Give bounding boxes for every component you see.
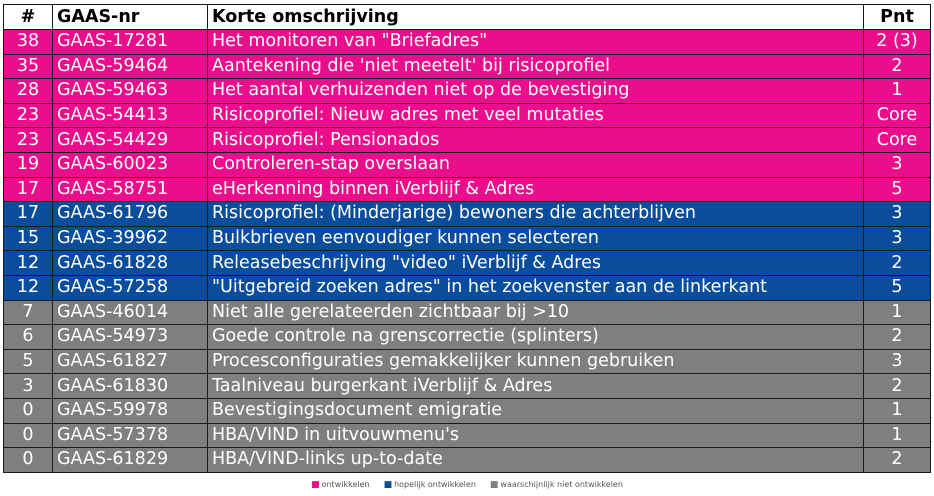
legend-swatch-icon: ■ xyxy=(383,480,393,490)
row-num: 23 xyxy=(4,103,53,128)
row-pnt: 5 xyxy=(864,275,931,300)
row-num: 6 xyxy=(4,325,53,350)
row-pnt: 3 xyxy=(864,152,931,177)
row-desc: Procesconfiguraties gemakkelijker kunnen gebruiken xyxy=(208,349,864,374)
table-row xyxy=(4,300,931,325)
header-id: GAAS-nr xyxy=(53,5,208,30)
table-row xyxy=(4,177,931,202)
header-row xyxy=(4,5,931,30)
row-desc: eHerkenning binnen iVerblijf & Adres xyxy=(208,177,864,202)
row-desc: Risicoprofiel: Nieuw adres met veel mutaties xyxy=(208,103,864,128)
row-pnt: 2 (3) xyxy=(864,30,931,55)
table-row xyxy=(4,251,931,276)
row-desc: Bevestigingsdocument emigratie xyxy=(208,398,864,423)
table-row xyxy=(4,349,931,374)
row-id: GAAS-54413 xyxy=(53,103,208,128)
row-id: GAAS-57258 xyxy=(53,275,208,300)
row-pnt: 1 xyxy=(864,398,931,423)
row-id: GAAS-17281 xyxy=(53,30,208,55)
row-desc: "Uitgebreid zoeken adres" in het zoekvenster aan de linkerkant xyxy=(208,275,864,300)
row-pnt: 2 xyxy=(864,251,931,276)
legend-item xyxy=(311,480,370,489)
row-id: GAAS-46014 xyxy=(53,300,208,325)
table-row xyxy=(4,423,931,448)
row-num: 5 xyxy=(4,349,53,374)
row-num: 0 xyxy=(4,398,53,423)
table-row xyxy=(4,30,931,55)
priority-table xyxy=(3,4,931,473)
row-num: 7 xyxy=(4,300,53,325)
row-pnt: Core xyxy=(864,128,931,153)
row-num: 35 xyxy=(4,54,53,79)
row-id: GAAS-61827 xyxy=(53,349,208,374)
row-desc: HBA/VIND in uitvouwmenu's xyxy=(208,423,864,448)
table-body xyxy=(4,30,931,473)
legend-swatch-icon: ■ xyxy=(311,480,320,490)
row-desc: Risicoprofiel: Pensionados xyxy=(208,128,864,153)
legend-item xyxy=(384,480,476,489)
row-id: GAAS-39962 xyxy=(53,226,208,251)
row-desc: Aantekening die 'niet meetelt' bij risicoprofiel xyxy=(208,54,864,79)
row-pnt: 1 xyxy=(864,423,931,448)
legend-label: hopelijk ontwikkelen xyxy=(394,480,476,489)
row-num: 17 xyxy=(4,177,53,202)
row-id: GAAS-59978 xyxy=(53,398,208,423)
row-id: GAAS-59464 xyxy=(53,54,208,79)
row-id: GAAS-58751 xyxy=(53,177,208,202)
row-num: 15 xyxy=(4,226,53,251)
row-num: 12 xyxy=(4,275,53,300)
row-num: 0 xyxy=(4,448,53,473)
table-row xyxy=(4,128,931,153)
row-pnt: 2 xyxy=(864,325,931,350)
table-row xyxy=(4,398,931,423)
row-num: 28 xyxy=(4,79,53,104)
legend xyxy=(0,480,934,490)
table-row xyxy=(4,226,931,251)
row-id: GAAS-59463 xyxy=(53,79,208,104)
header-num: # xyxy=(4,5,53,30)
table-row xyxy=(4,103,931,128)
header-desc: Korte omschrijving xyxy=(208,5,864,30)
row-pnt: 2 xyxy=(864,448,931,473)
row-num: 3 xyxy=(4,374,53,399)
table-row xyxy=(4,202,931,227)
row-desc: Het monitoren van "Briefadres" xyxy=(208,30,864,55)
legend-swatch-icon: ■ xyxy=(489,480,499,490)
table-row xyxy=(4,79,931,104)
row-num: 23 xyxy=(4,128,53,153)
row-desc: Risicoprofiel: (Minderjarige) bewoners die achterblijven xyxy=(208,202,864,227)
header-pnt: Pnt xyxy=(864,5,931,30)
row-desc: Niet alle gerelateerden zichtbaar bij >10 xyxy=(208,300,864,325)
legend-label: waarschijnlijk niet ontwikkelen xyxy=(500,480,623,489)
row-num: 17 xyxy=(4,202,53,227)
row-pnt: 5 xyxy=(864,177,931,202)
table-row xyxy=(4,152,931,177)
row-desc: Het aantal verhuizenden niet op de bevestiging xyxy=(208,79,864,104)
row-id: GAAS-54429 xyxy=(53,128,208,153)
row-desc: Taalniveau burgerkant iVerblijf & Adres xyxy=(208,374,864,399)
row-pnt: 3 xyxy=(864,349,931,374)
row-desc: Controleren-stap overslaan xyxy=(208,152,864,177)
row-id: GAAS-61796 xyxy=(53,202,208,227)
table-row xyxy=(4,374,931,399)
row-id: GAAS-54973 xyxy=(53,325,208,350)
row-pnt: 2 xyxy=(864,374,931,399)
legend-item xyxy=(490,480,623,489)
row-id: GAAS-61828 xyxy=(53,251,208,276)
row-desc: Releasebeschrijving "video" iVerblijf & Adres xyxy=(208,251,864,276)
row-desc: Goede controle na grenscorrectie (splinters) xyxy=(208,325,864,350)
table-row xyxy=(4,448,931,473)
row-id: GAAS-61830 xyxy=(53,374,208,399)
row-num: 19 xyxy=(4,152,53,177)
row-desc: Bulkbrieven eenvoudiger kunnen selecteren xyxy=(208,226,864,251)
row-num: 38 xyxy=(4,30,53,55)
row-id: GAAS-61829 xyxy=(53,448,208,473)
table-row xyxy=(4,275,931,300)
priority-table-container xyxy=(3,4,931,473)
row-pnt: Core xyxy=(864,103,931,128)
row-num: 12 xyxy=(4,251,53,276)
row-pnt: 1 xyxy=(864,300,931,325)
row-id: GAAS-60023 xyxy=(53,152,208,177)
row-pnt: 1 xyxy=(864,79,931,104)
row-pnt: 3 xyxy=(864,202,931,227)
row-pnt: 3 xyxy=(864,226,931,251)
table-row xyxy=(4,325,931,350)
row-id: GAAS-57378 xyxy=(53,423,208,448)
row-desc: HBA/VIND-links up-to-date xyxy=(208,448,864,473)
table-row xyxy=(4,54,931,79)
row-pnt: 2 xyxy=(864,54,931,79)
row-num: 0 xyxy=(4,423,53,448)
legend-label: ontwikkelen xyxy=(321,480,370,489)
